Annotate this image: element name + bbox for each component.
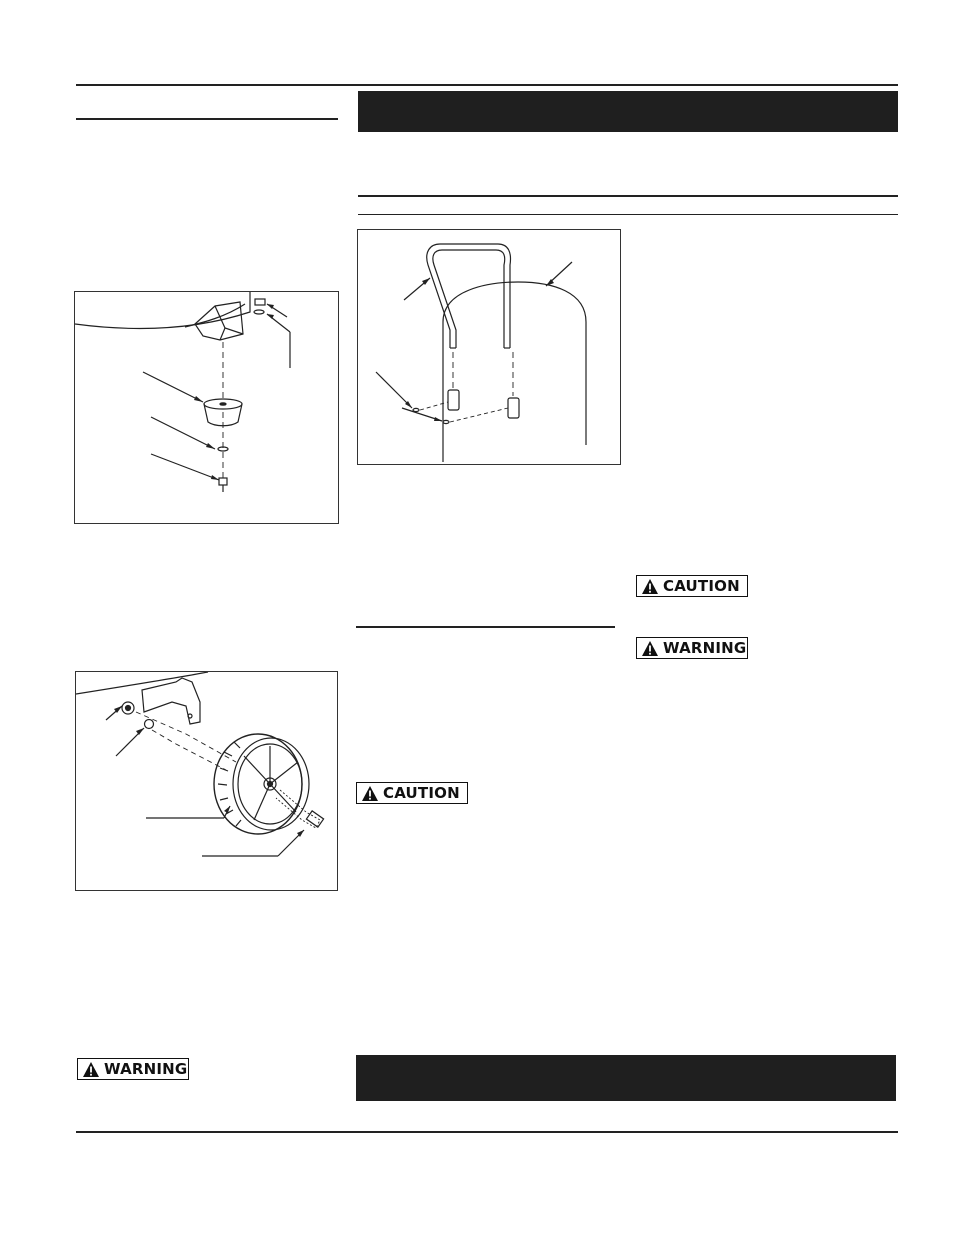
figure-rubber-foot [74,291,339,524]
caution-label: CAUTION [383,784,460,802]
figure-wheel-assembly [75,671,338,891]
warning-label: WARNING [104,1060,188,1078]
rubber-foot-illustration [75,292,339,524]
right-mid-section-rule [356,626,615,628]
left-section-rule [76,118,338,120]
warning-triangle-icon [642,579,658,594]
warning-badge-left [77,1058,189,1080]
figure-handle-assembly [357,229,621,465]
warning-triangle-icon [83,1062,99,1077]
section-header-banner [358,91,898,132]
right-section-rule-top [358,195,898,197]
section-footer-banner [356,1055,896,1101]
caution-badge-lower [356,782,468,804]
header-rule [76,84,898,86]
caution-label: CAUTION [663,577,740,595]
warning-triangle-icon [362,786,378,801]
warning-badge-right [636,637,748,659]
warning-label: WARNING [663,639,747,657]
right-section-rule-bottom [358,214,898,215]
wheel-assembly-illustration [76,672,338,891]
caution-badge-upper [636,575,748,597]
footer-rule [76,1131,898,1133]
handle-assembly-illustration [358,230,621,465]
warning-triangle-icon [642,641,658,656]
